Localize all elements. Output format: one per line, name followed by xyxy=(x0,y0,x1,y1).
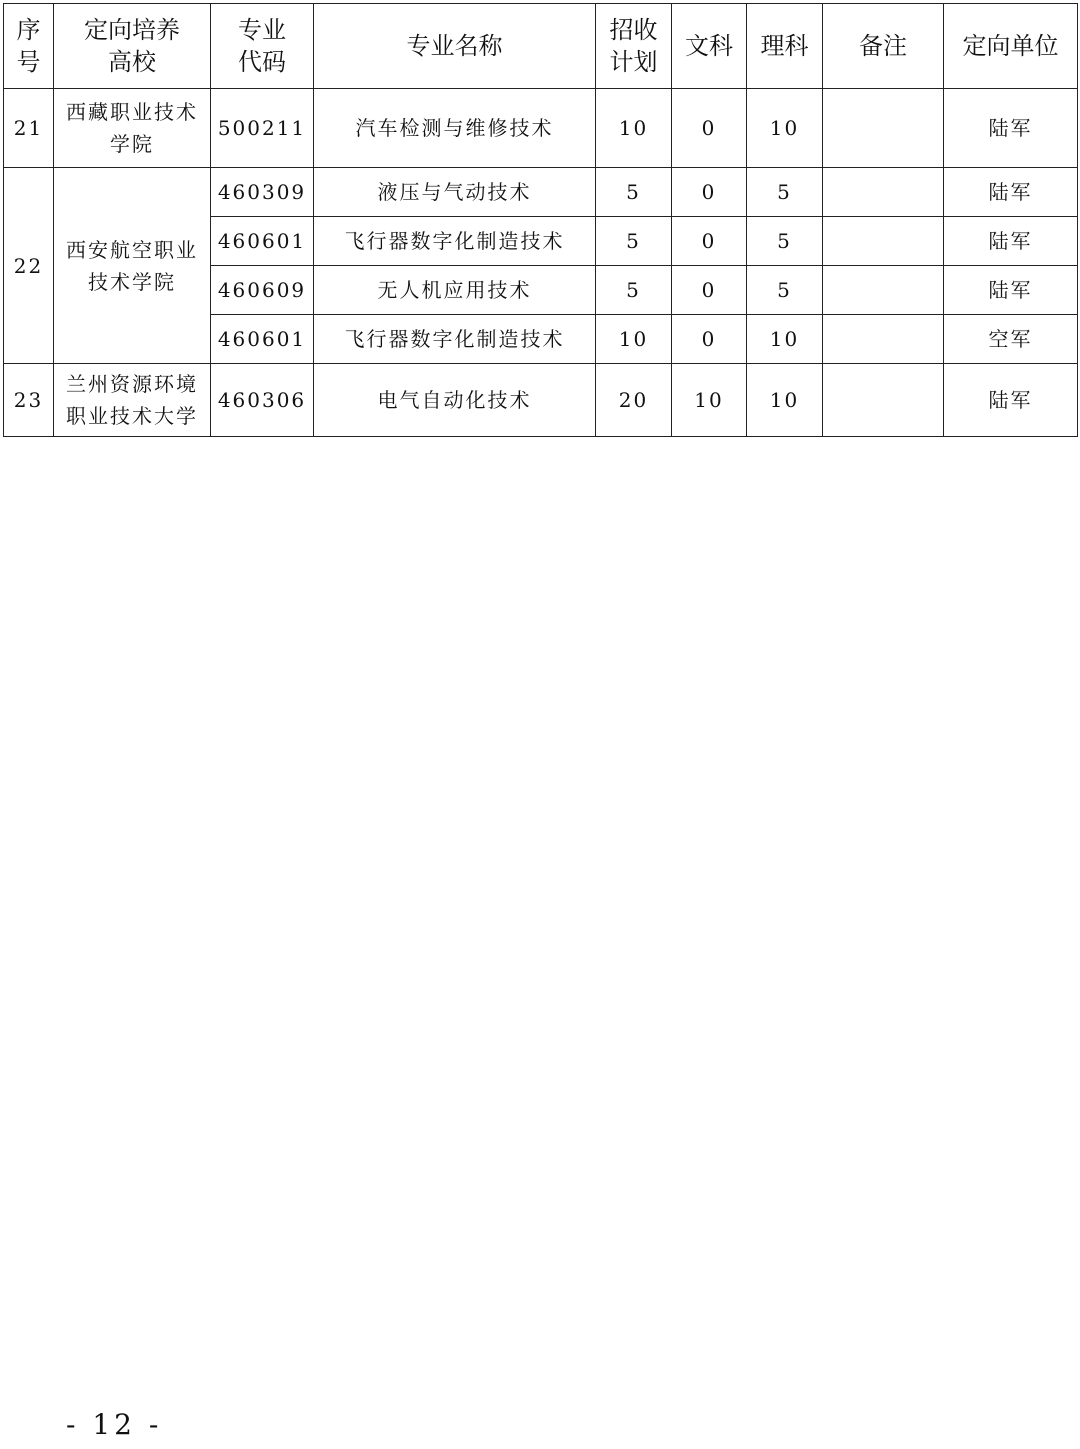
cell-unit: 陆军 xyxy=(944,217,1078,266)
cell-school: 西安航空职业 技术学院 xyxy=(54,168,211,364)
cell-science: 10 xyxy=(747,364,823,437)
cell-code: 500211 xyxy=(211,89,314,168)
cell-major: 飞行器数字化制造技术 xyxy=(314,315,596,364)
cell-unit: 陆军 xyxy=(944,266,1078,315)
cell-arts: 10 xyxy=(672,364,747,437)
cell-plan: 10 xyxy=(596,89,672,168)
cell-code: 460601 xyxy=(211,315,314,364)
cell-arts: 0 xyxy=(672,168,747,217)
page-number: - 12 - xyxy=(66,1408,163,1441)
cell-major: 无人机应用技术 xyxy=(314,266,596,315)
header-plan: 招收 计划 xyxy=(596,4,672,89)
header-school: 定向培养 高校 xyxy=(54,4,211,89)
table-row xyxy=(4,89,1078,168)
cell-science: 5 xyxy=(747,266,823,315)
cell-plan: 5 xyxy=(596,168,672,217)
cell-plan: 5 xyxy=(596,217,672,266)
cell-code: 460309 xyxy=(211,168,314,217)
cell-note xyxy=(823,89,944,168)
cell-note xyxy=(823,168,944,217)
header-note: 备注 xyxy=(823,4,944,89)
cell-arts: 0 xyxy=(672,217,747,266)
header-seq: 序 号 xyxy=(4,4,54,89)
header-science: 理科 xyxy=(747,4,823,89)
cell-science: 5 xyxy=(747,217,823,266)
cell-unit: 陆军 xyxy=(944,89,1078,168)
cell-arts: 0 xyxy=(672,266,747,315)
cell-note xyxy=(823,315,944,364)
cell-seq: 21 xyxy=(4,89,54,168)
cell-plan: 20 xyxy=(596,364,672,437)
cell-note xyxy=(823,217,944,266)
cell-school: 兰州资源环境 职业技术大学 xyxy=(54,364,211,437)
cell-major: 液压与气动技术 xyxy=(314,168,596,217)
cell-science: 5 xyxy=(747,168,823,217)
cell-science: 10 xyxy=(747,315,823,364)
cell-arts: 0 xyxy=(672,315,747,364)
cell-major: 飞行器数字化制造技术 xyxy=(314,217,596,266)
cell-unit: 陆军 xyxy=(944,364,1078,437)
enrollment-table xyxy=(3,3,1078,437)
cell-plan: 10 xyxy=(596,315,672,364)
header-arts: 文科 xyxy=(672,4,747,89)
header-code: 专业 代码 xyxy=(211,4,314,89)
cell-major: 电气自动化技术 xyxy=(314,364,596,437)
cell-arts: 0 xyxy=(672,89,747,168)
cell-note xyxy=(823,364,944,437)
cell-plan: 5 xyxy=(596,266,672,315)
cell-code: 460609 xyxy=(211,266,314,315)
cell-note xyxy=(823,266,944,315)
table-row xyxy=(4,364,1078,437)
cell-unit: 空军 xyxy=(944,315,1078,364)
cell-major: 汽车检测与维修技术 xyxy=(314,89,596,168)
cell-unit: 陆军 xyxy=(944,168,1078,217)
cell-code: 460306 xyxy=(211,364,314,437)
header-major: 专业名称 xyxy=(314,4,596,89)
cell-school: 西藏职业技术 学院 xyxy=(54,89,211,168)
cell-seq: 23 xyxy=(4,364,54,437)
cell-seq: 22 xyxy=(4,168,54,364)
cell-code: 460601 xyxy=(211,217,314,266)
header-row xyxy=(4,4,1078,89)
header-unit: 定向单位 xyxy=(944,4,1078,89)
cell-science: 10 xyxy=(747,89,823,168)
table-row xyxy=(4,168,1078,217)
